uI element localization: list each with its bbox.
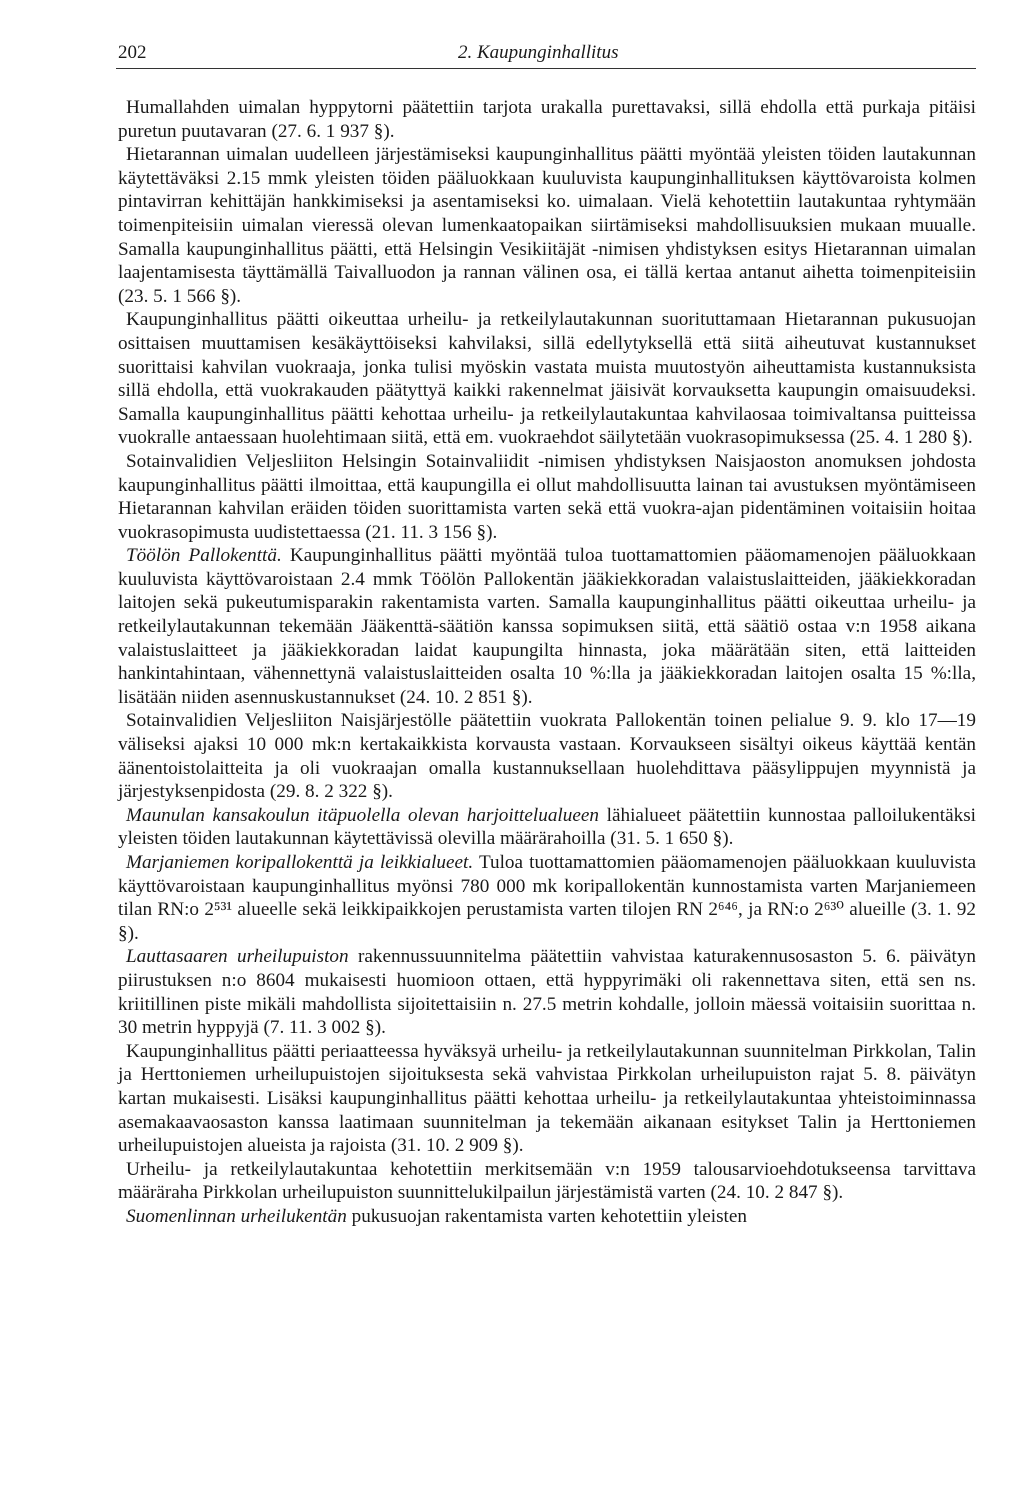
paragraph: Kaupunginhallitus päätti periaatteessa hyväksyä urheilu- ja retkeilylautakunnan suunnitelman Pirkkolan, Talin ja Herttoniemen urheilupuistojen sijoituksesta sekä vahvistaa Pirkkolan urheilupuiston rajat 5. 8. päivätyn kartan mukaisesti. Lisäksi kaupunginhallitus päätti kehottaa urheilu- ja retkeilylautakuntaa yhteistoiminnassa asemakaavaosaston kanssa laatimaan suunnitelman ja tekemään aikanaan esitykset Talin ja Herttoniemen urheilupuistojen alueista ja rajoista (31. 10. 2 909 §). — [118, 1040, 976, 1157]
paragraph: Urheilu- ja retkeilylautakuntaa kehotettiin merkitsemään v:n 1959 talousarvioehdotukseensa tarvittava määräraha Pirkkolan urheilupuiston suunnittelukilpailun järjestämistä varten (24. 10. 2 847 §). — [118, 1158, 976, 1204]
paragraph-suomenlinna: Suomenlinnan urheilukentän pukusuojan rakentamista varten kehotettiin yleisten — [126, 1205, 747, 1227]
paragraph: Hietarannan uimalan uudelleen järjestämiseksi kaupunginhallitus päätti myöntää yleisten töiden lautakunnan käytettäväksi 2.15 mmk yleisten töiden pääluokkaan kuuluvista kaupunginhallituksen käyttövaroista kolmen pintavirran kehittäjän hankkimiseksi ja asentamiseksi ko. uimalaan. Vielä kehotettiin lautakuntaa ryhtymään toimenpiteisiin uimalan vieressä olevan lumenkaatopaikan siirtämiseksi mahdollisuuksien mukaan muualle. Samalla kaupunginhallitus päätti, että Helsingin Vesikiitäjät -nimisen yhdistyksen esitys Hietarannan uimalan laajentamisesta täyttämällä Taivalluodon ja rannan välinen osa, ei tällä kertaa antanut aihetta toimenpiteisiin (23. 5. 1 566 §). — [118, 144, 976, 307]
running-head: 2. Kaupunginhallitus — [458, 42, 619, 63]
paragraph-lauttasaari: Lauttasaaren urheilupuiston rakennussuunnitelma päätettiin vahvistaa katurakennusosaston 5. 6. päivätyn piirustuksen n:o 8604 mukaisesti huomioon ottaen, että hyppyrimäki oli rakennettava siten, että sen ns. kriitillinen piste mikäli mahdollista sijoitettaisiin n. 27.5 metrin kohdalle, jolloin mäessä voitaisiin suorittaa n. 30 metrin hyppyjä (7. 11. 3 002 §). — [118, 946, 977, 1039]
page-header — [116, 38, 976, 69]
paragraph-toolon-pallokentta: Töölön Pallokenttä. Kaupunginhallitus päätti myöntää tuloa tuottamattomien pääomamenojen pääluokkaan kuuluvista käyttövaroistaan 2.4 mmk Töölön Pallokentän jääkiekkoradan valaistuslaitteiden, jääkiekkoradan laitojen sekä pukeutumisparakin rakentamista varten. Samalla kaupunginhallitus päätti oikeuttaa urheilu- ja retkeilylautakunnan tekemään Jääkenttä-säätiön kanssa sopimuksen siitä, että säätiö ostaa v:n 1958 aikana valaistuslaitteet ja jääkiekkoradan laidat kaupungilta hinnasta, joka määrätään siten, että laitteiden hankintahintaan, vähennettynä valaistuslaitteiden osalta 10 %:lla ja jääkiekkoradan laitojen osalta 15 %:lla, lisätään niiden asennuskustannukset (24. 10. 2 851 §). — [118, 545, 976, 708]
body-text — [118, 96, 976, 1229]
paragraph: Kaupunginhallitus päätti oikeuttaa urheilu- ja retkeilylautakunnan suorituttamaan Hietarannan pukusuojan osittaisen muuttamisen kesäkäyttöiseksi kahvilaksi, sillä edellytyksellä että siitä aiheutuvat kustannukset suorittaisi kahvilan vuokraaja, jonka tulisi myöskin vastata muista muutostyön aiheuttamista kustannuksista sillä ehdolla, että vuokrakauden päätyttyä kaikki rakennelmat jäisivät korvauksetta kaupungin omaisuudeksi. Samalla kaupunginhallitus päätti kehottaa urheilu- ja retkeilylautakuntaa kahvilaosaa toimivaltansa puitteissa vuokralle antaessaan huolehtimaan siitä, että em. vuokraehdot säilytetään vuokrasopimuksessa (25. 4. 1 280 §). — [118, 309, 976, 449]
page-number: 202 — [118, 42, 147, 63]
paragraph-marjaniemi: Marjaniemen koripallokenttä ja leikkialueet. Tuloa tuottamattomien pääomamenojen pääluokkaan kuuluvista käyttövaroistaan kaupunginhallitus myönsi 780 000 mk koripallokentän kunnostamista varten Marjaniemeen tilan RN:o 2⁵³¹ alueelle sekä leikkipaikkojen perustamista varten tilojen RN 2⁶⁴⁶, ja RN:o 2⁶³⁰ alueille (3. 1. 92 §). — [118, 852, 976, 944]
paragraph: Sotainvalidien Veljesliiton Helsingin Sotainvaliidit -nimisen yhdistyksen Naisjaoston anomuksen johdosta kaupunginhallitus päätti ilmoittaa, että kaupungilla ei ollut mahdollisuutta lainan tai avustuksen myöntämiseen Hietarannan kahvilan eräiden töiden suorittamista varten sekä että vuokra-ajan pidentäminen voitaisiin hoitaa vuokrasopimusta uudistettaessa (21. 11. 3 156 §). — [118, 450, 976, 543]
paragraph: Humallahden uimalan hyppytorni päätettiin tarjota urakalla purettavaksi, sillä ehdolla että purkaja pitäisi puretun puutavaran (27. 6. 1 937 §). — [118, 97, 976, 142]
paragraph-maunula: Maunulan kansakoulun itäpuolella olevan harjoittelualueen lähialueet päätettiin kunnostaa palloilukentäksi yleisten töiden lautakunnan käytettävissä olevilla määrärahoilla (31. 5. 1 650 §). — [118, 804, 976, 850]
paragraph: Sotainvalidien Veljesliiton Naisjärjestölle päätettiin vuokrata Pallokentän toinen pelialue 9. 9. klo 17—19 väliseksi ajaksi 10 000 mk:n kertakaikkista korvausta vastaan. Korvaukseen sisältyi oikeus käyttää kentän äänentoistolaitteita ja oli vuokraajan omalla kustannuksellaan huolehdittava pääsylippujen myynnistä ja järjestyksenpidosta (29. 8. 2 322 §). — [118, 710, 976, 803]
